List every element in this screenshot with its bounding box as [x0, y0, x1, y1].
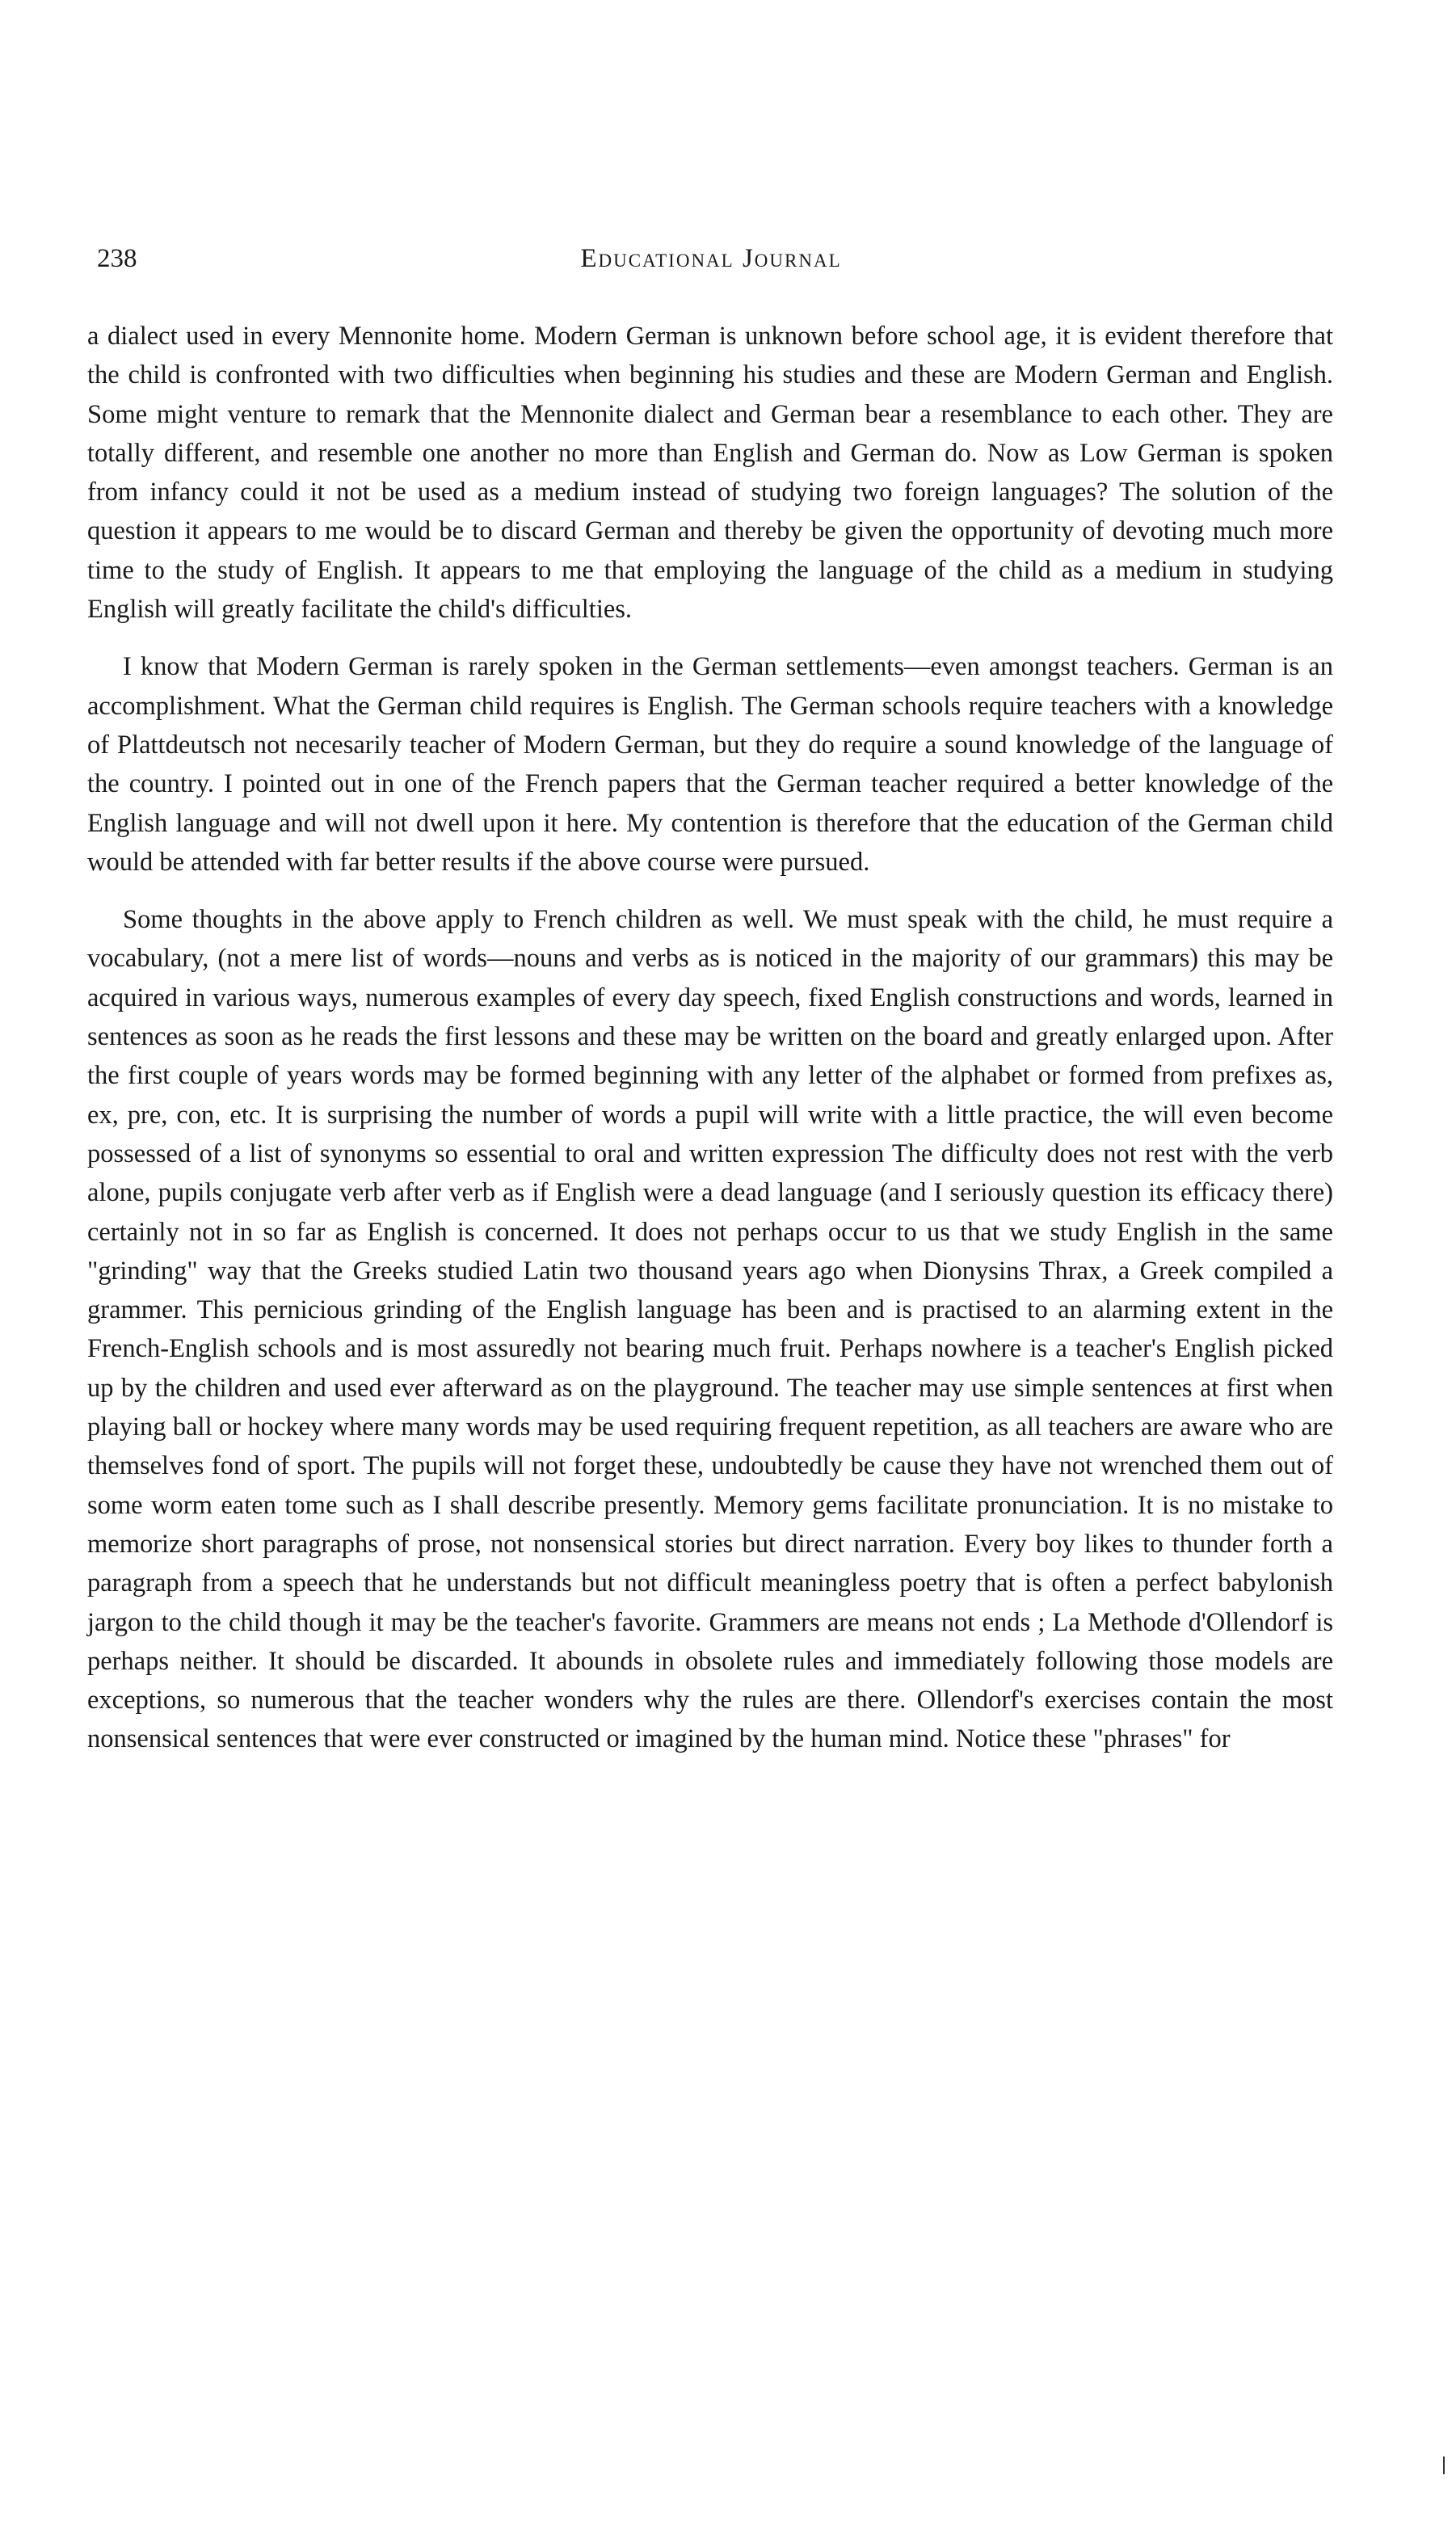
running-head — [97, 241, 1325, 276]
body-text — [87, 317, 1333, 1759]
paragraph-continued: a dialect used in every Mennonite home. Modern German is unknown before school age, it is evident therefore that the child is confronted with two difficulties when beginning his studies and these are Modern German and English. Some might venture to remark that the Mennonite dialect and German bear a resemblance to each other. They are totally different, and resemble one another no more than English and German do. Now as Low German is spoken from infancy could it not be used as a medium instead of studying two foreign languages? The solution of the question it appears to me would be to discard German and thereby be given the opportunity of devoting much more time to the study of English. It appears to me that employing the language of the child as a medium in studying English will greatly facilitate the child's difficulties. — [87, 322, 1333, 625]
journal-title: Educational Journal — [580, 244, 842, 273]
page-number: 238 — [97, 244, 137, 273]
margin-mark — [1443, 2456, 1445, 2474]
paragraph-french-children: Some thoughts in the above apply to French children as well. We must speak with the child, he must require a vocabulary, (not a mere list of words—nouns and verbs as is noticed in the majority of our grammars) this may be acquired in various ways, numerous examples of every day speech, fixed English constructions and words, learned in sentences as soon as he reads the first lessons and these may be written on the board and greatly enlarged upon. After the first couple of years words may be formed beginning with any letter of the alphabet or formed from prefixes as, ex, pre, con, etc. It is surprising the number of words a pupil will write with a little practice, the will even become possessed of a list of synonyms so essential to oral and written expression The difficulty does not rest with the verb alone, pupils conjugate verb after verb as if English were a dead language (and I seriously question its efficacy there) certainly not in so far as English is concerned. It does not perhaps occur to us that we study English in the same "grinding" way that the Greeks studied Latin two thousand years ago when Dionysins Thrax, a Greek compiled a grammer. This pernicious grinding of the English language has been and is practised to an alarming extent in the French-English schools and is most assuredly not bearing much fruit. Perhaps nowhere is a teacher's English picked up by the children and used ever afterward as on the playground. The teacher may use simple sentences at first when playing ball or hockey where many words may be used requiring frequent repetition, as all teachers are aware who are themselves fond of sport. The pupils will not forget these, undoubtedly be cause they have not wrenched them out of some worm eaten tome such as I shall describe presently. Memory gems facilitate pronunciation. It is no mistake to memorize short paragraphs of prose, not nonsensical stories but direct narration. Every boy likes to thunder forth a paragraph from a speech that he understands but not difficult meaningless poetry that is often a perfect babylonish jargon to the child though it may be the teacher's favorite. Grammers are means not ends ; La Methode d'Ollendorf is perhaps neither. It should be discarded. It abounds in obsolete rules and immediately following those models are exceptions, so numerous that the teacher wonders why the rules are there. Ollendorf's exercises contain the most nonsensical sentences that were ever constructed or imagined by the human mind. Notice these "phrases" for — [87, 905, 1333, 1754]
paragraph-german-settlements: I know that Modern German is rarely spoken in the German settlements—even amongst teachers. German is an accomplishment. What the German child requires is English. The German schools require teachers with a knowledge of Plattdeutsch not necesarily teacher of Modern German, but they do require a sound knowledge of the language of the country. I pointed out in one of the French papers that the German teacher required a better knowledge of the English language and will not dwell upon it here. My contention is therefore that the education of the German child would be attended with far better results if the above course were pursued. — [87, 652, 1333, 877]
